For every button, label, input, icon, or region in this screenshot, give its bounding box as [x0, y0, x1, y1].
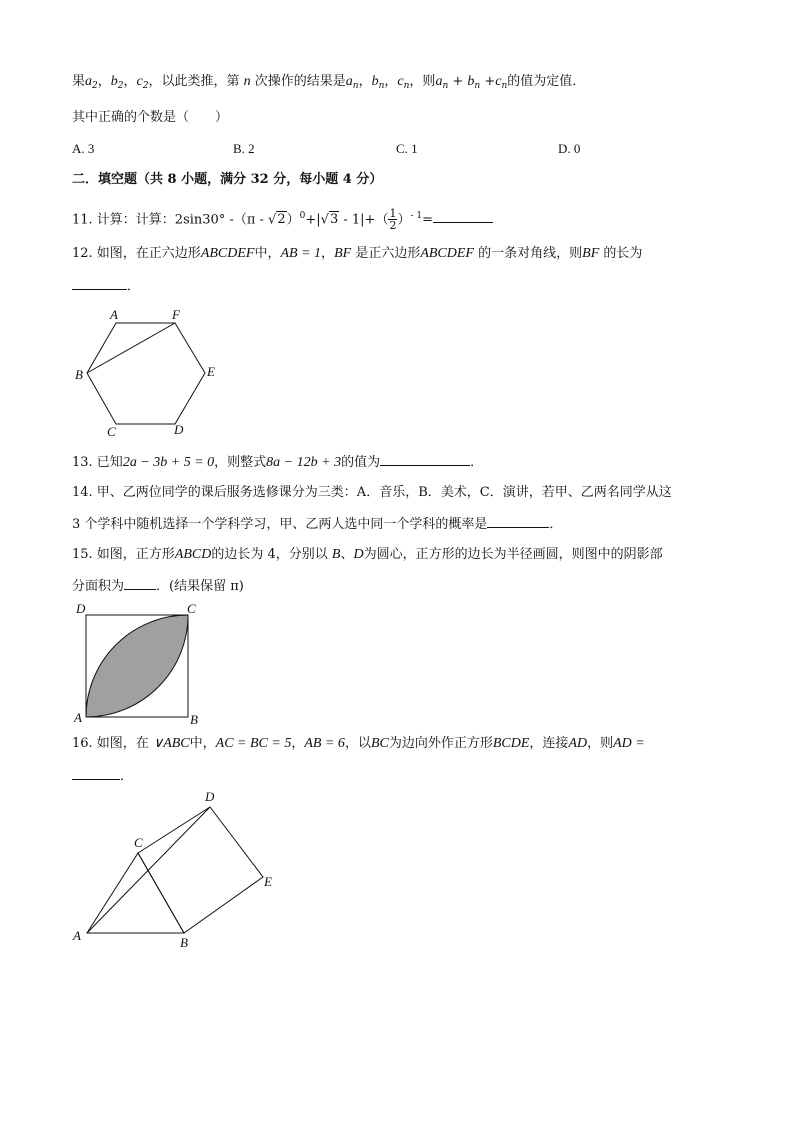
- eq-ac-bc: AC = BC = 5: [215, 736, 292, 751]
- q12-text: ，: [321, 246, 335, 261]
- sqrt-3: 3: [329, 212, 339, 228]
- q12-text: ．: [127, 279, 141, 294]
- var-cn: c: [397, 74, 404, 89]
- q14-line1: 14. 甲、乙两位同学的课后服务选修课分为三类：A．音乐，B．美术，C．演讲，若甲、乙两名同学从这: [72, 485, 672, 500]
- q10-text: 果: [72, 74, 86, 89]
- q11-text: =: [422, 212, 434, 228]
- label-c: C: [107, 424, 116, 439]
- q15-text: 的边长为 4，分别以: [211, 547, 328, 562]
- count-question: 其中正确的个数是（ ）: [72, 110, 229, 125]
- answer-blank[interactable]: [487, 515, 549, 528]
- hexagon-shape: [87, 323, 205, 424]
- q16-text: ．: [120, 769, 134, 784]
- label-c: C: [134, 835, 143, 850]
- answer-blank[interactable]: [72, 767, 120, 780]
- q16-text: 16. 如图，在: [72, 736, 149, 751]
- q13-line: [72, 453, 483, 472]
- sqrt-2: 2: [277, 212, 286, 228]
- q11-text: +|: [305, 212, 321, 228]
- expr-target: 8a − 12b + 3: [266, 455, 342, 470]
- var-an: a: [435, 74, 443, 89]
- var-bf: BF: [582, 246, 600, 261]
- q16-text: ，: [291, 736, 305, 751]
- diagonal-bf: [87, 323, 175, 373]
- q14-line2: [72, 515, 562, 534]
- fraction-denominator: 2: [389, 219, 397, 233]
- fraction-numerator: 1: [389, 207, 397, 221]
- label-f: F: [172, 307, 180, 322]
- var-bcde: BCDE: [492, 736, 530, 751]
- label-d: D: [205, 789, 215, 804]
- label-a: A: [110, 307, 118, 322]
- answer-blank[interactable]: [72, 277, 127, 290]
- q15-text: 分面积为: [72, 579, 125, 594]
- label-b: B: [190, 712, 198, 727]
- exponent-0: 0: [299, 211, 306, 221]
- section-heading: 二．填空题（共 8 小题，满分 32 分，每小题 4 分）: [72, 172, 383, 187]
- var-b: B: [331, 547, 341, 562]
- answer-blank[interactable]: [380, 453, 470, 466]
- q15-text: 为圆心，正方形的边长为半径画圆，则图中的阴影部: [363, 547, 663, 562]
- var-triangle-abc: ∨ABC: [152, 736, 190, 751]
- shaded-lens: [86, 615, 188, 717]
- var-an: a: [345, 74, 353, 89]
- var-n: n: [243, 74, 251, 89]
- q13-text: ，则整式: [214, 455, 267, 470]
- sub-2: 2: [92, 81, 98, 91]
- q15-text: 、: [340, 547, 354, 562]
- q10-text: 的值为定值．: [507, 74, 586, 89]
- var-bc: BC: [370, 736, 389, 751]
- eq-ab: AB = 1: [280, 246, 322, 261]
- var-d: D: [353, 547, 364, 562]
- var-cn: c: [495, 74, 502, 89]
- label-e: E: [207, 364, 215, 379]
- q13-text: 的值为: [341, 455, 381, 470]
- q11-text: - 1|+（: [343, 212, 389, 228]
- q12-line2: [72, 277, 140, 296]
- answer-blank[interactable]: [124, 577, 156, 590]
- sub-n: n: [378, 81, 385, 91]
- var-abcdef: ABCDEF: [420, 246, 474, 261]
- q16-line2: [72, 767, 133, 786]
- q12-text: 是正六边形: [355, 246, 421, 261]
- square-arcs-figure: [70, 600, 210, 730]
- sub-n: n: [501, 81, 508, 91]
- q15-text: 15. 如图，正方形: [72, 547, 175, 562]
- var-abcdef: ABCDEF: [200, 246, 255, 261]
- label-d: D: [76, 601, 86, 616]
- option-c: C. 1: [396, 141, 418, 156]
- q11-text: ）: [397, 212, 411, 228]
- var-a2: a: [85, 74, 93, 89]
- sub-2: 2: [117, 81, 124, 91]
- q12-line1: [72, 245, 642, 263]
- var-b2: b: [110, 74, 118, 89]
- q11-text: 11. 计算：计算：2sin30° -（π -: [72, 212, 264, 228]
- option-d: D. 0: [558, 141, 581, 156]
- answer-blank[interactable]: [433, 210, 493, 223]
- sub-n: n: [403, 81, 410, 91]
- segment-ad: [87, 807, 210, 933]
- q16-line1: [72, 735, 645, 753]
- exponent-neg1: - 1: [410, 211, 423, 221]
- q16-text: 中，: [189, 736, 216, 751]
- eq-given: 2a − 3b + 5 = 0: [122, 455, 215, 470]
- var-bn: b: [371, 74, 379, 89]
- q16-text: ，则: [587, 736, 614, 751]
- label-b: B: [75, 367, 83, 382]
- label-e: E: [264, 874, 272, 889]
- var-c2: c: [136, 74, 143, 89]
- square-bcde: [138, 807, 263, 933]
- var-bn: b: [467, 74, 475, 89]
- q11-line: 11. 计算：计算：2sin30° -（π - √2）$^0$+|√3 - 1|+（ $\frac{1}{2}$ ）$^{- 1}$=: [72, 207, 493, 231]
- var-bf: BF: [334, 246, 352, 261]
- q13-text: ．: [470, 455, 484, 470]
- eq-ab: AB = 6: [304, 736, 345, 751]
- q11-text: ）: [286, 212, 300, 228]
- q12-text: 12. 如图，在正六边形: [72, 246, 201, 261]
- q14-text: ．: [549, 517, 563, 532]
- var-abcd: ABCD: [174, 547, 212, 562]
- q10-tail-line: 果$a_2$，$b_2$，$c_2$，以此类推，第 n 次操作的结果是$a_n$，$b_n$，$c_n$，则$a_n + b_n +c_n$的值为定值．: [72, 74, 586, 91]
- q16-text: ，连接: [529, 736, 569, 751]
- q10-text: ，以此类推，第: [148, 74, 240, 89]
- label-d: D: [174, 422, 184, 437]
- sub-n: n: [442, 81, 449, 91]
- label-a: A: [73, 928, 81, 943]
- q15-text: ．(结果保留 π): [156, 579, 244, 594]
- label-c: C: [187, 601, 196, 616]
- var-ad-eq: AD =: [613, 736, 645, 751]
- q12-text: 的长为: [603, 246, 643, 261]
- q15-line2: [72, 577, 244, 596]
- q12-text: 的一条对角线，则: [478, 246, 583, 261]
- q16-text: ，以: [344, 736, 371, 751]
- label-b: B: [180, 935, 188, 950]
- sub-n: n: [474, 81, 481, 91]
- var-ad: AD: [568, 736, 588, 751]
- triangle-abc: [87, 853, 184, 933]
- q13-text: 13. 已知: [72, 455, 123, 470]
- option-a: A. 3: [72, 141, 95, 156]
- q12-text: 中，: [254, 246, 281, 261]
- q14-text: 3 个学科中随机选择一个学科学习，甲、乙两人选中同一个学科的概率是: [72, 517, 488, 532]
- q10-text: 次操作的结果是: [254, 74, 346, 89]
- triangle-square-figure: [65, 785, 285, 955]
- hexagon-figure: [70, 305, 230, 440]
- sub-n: n: [352, 81, 359, 91]
- sub-2: 2: [142, 81, 149, 91]
- option-b: B. 2: [233, 141, 255, 156]
- q16-text: 为边向外作正方形: [388, 736, 493, 751]
- q15-line1: [72, 546, 663, 564]
- q10-text: ，则: [409, 74, 436, 89]
- label-a: A: [74, 710, 82, 725]
